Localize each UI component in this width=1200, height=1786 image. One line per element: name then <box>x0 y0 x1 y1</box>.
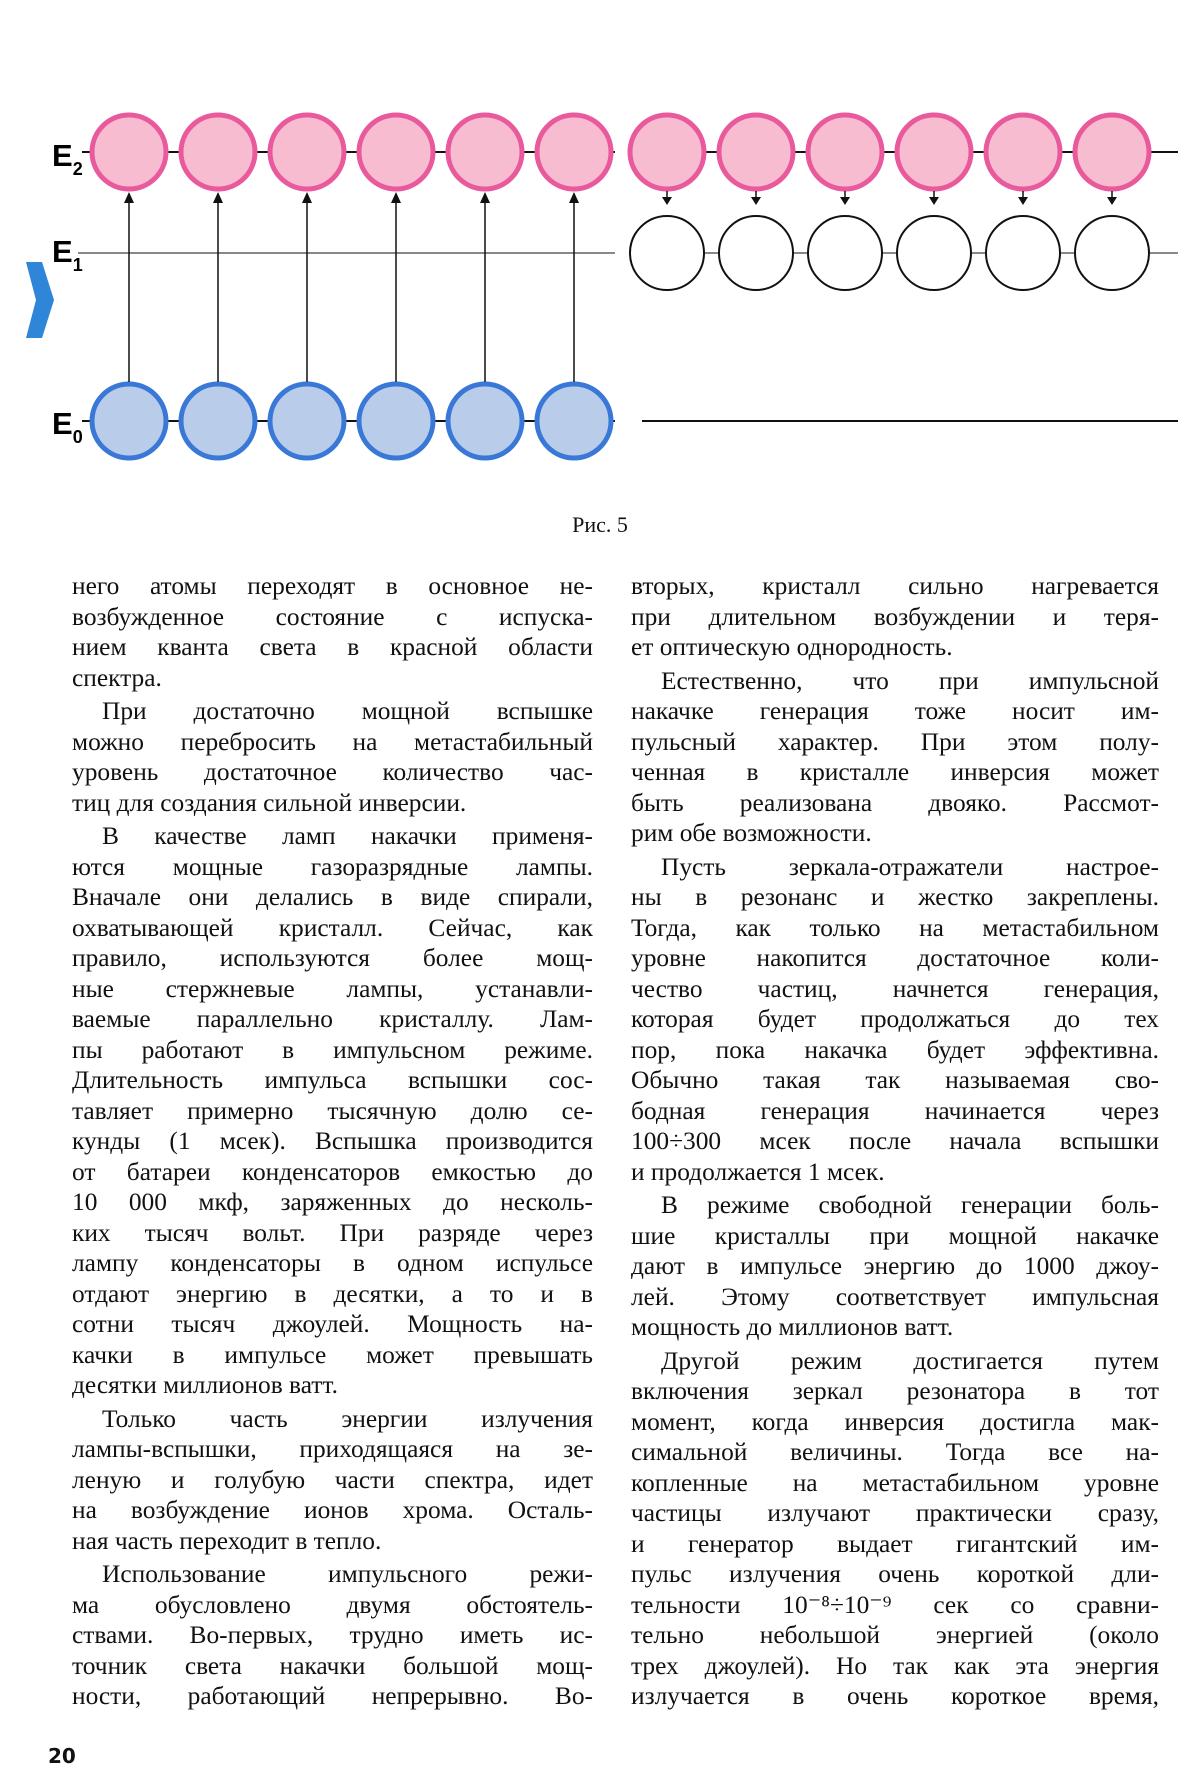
metastable-atom <box>1075 216 1149 290</box>
text-line: шие кристаллы при мощной накачке <box>631 1221 1159 1250</box>
excited-atom <box>92 115 166 189</box>
excitation-arrow-head <box>391 192 401 203</box>
text-line: него атомы переходят в основное не- <box>72 572 593 600</box>
text-column-left <box>72 571 593 1712</box>
energy-level-diagram <box>0 0 1200 500</box>
text-line: момент, когда инверсия достигла мак- <box>631 1407 1159 1436</box>
excitation-arrow-head <box>569 192 579 203</box>
excited-atom <box>181 115 255 189</box>
text-line: Тогда, как только на метастабильном <box>631 913 1159 942</box>
text-line: пы работают в импульсном режиме. <box>72 1035 593 1064</box>
relaxation-arrow-head <box>751 197 761 205</box>
metastable-atom <box>808 216 882 290</box>
text-line: бодная генерация начинается через <box>631 1096 1159 1125</box>
pump-arrow-icon <box>26 262 54 338</box>
ground-atom <box>359 384 433 458</box>
ground-atom <box>448 384 522 458</box>
text-line: лампы-вспышки, приходящаяся на зе- <box>72 1435 593 1463</box>
text-line: Использование импульсного режи- <box>102 1560 593 1588</box>
text-line: на возбуждение ионов хрома. Осталь- <box>72 1496 593 1524</box>
text-line: возбужденное состояние с испуска- <box>72 602 593 631</box>
text-line: Вначале они делались в виде спирали, <box>72 883 593 911</box>
text-line: симальной величины. Тогда все на- <box>631 1438 1159 1466</box>
text-line: копленные на метастабильном уровне <box>631 1468 1159 1497</box>
level-e0-letter: E <box>52 406 73 441</box>
level-e0-label <box>52 406 83 447</box>
metastable-atom <box>897 216 971 290</box>
ground-atom <box>537 384 611 458</box>
text-line: ченная в кристалле инверсия может <box>631 758 1159 786</box>
text-line: ет оптическую однородность. <box>631 633 953 661</box>
text-line: тиц для создания сильной инверсии. <box>72 788 467 817</box>
text-line: пор, пока накачка будет эффективна. <box>631 1035 1159 1064</box>
text-line: кунды (1 мсек). Вспышка производится <box>72 1127 593 1155</box>
level-e2-subscript: 2 <box>72 159 83 179</box>
text-line: В качестве ламп накачки применя- <box>102 822 593 850</box>
text-line: десятки миллионов ватт. <box>72 1371 338 1399</box>
metastable-atom <box>719 216 793 290</box>
excited-atom <box>719 115 793 189</box>
text-line: и продолжается 1 мсек. <box>631 1157 885 1186</box>
excited-atom <box>630 115 704 189</box>
excited-atom <box>270 115 344 189</box>
ground-atom <box>181 384 255 458</box>
text-line: пульс излучения очень короткой дли- <box>631 1560 1159 1588</box>
relaxation-arrow-head <box>840 197 850 205</box>
text-line: тавляет примерно тысячную долю се- <box>72 1096 593 1125</box>
text-line: при длительном возбуждении и теря- <box>631 602 1159 631</box>
relaxation-arrow-head <box>1018 197 1028 205</box>
text-line: качки в импульсе может превышать <box>72 1340 593 1369</box>
text-line: пульсный характер. При этом полу- <box>631 727 1159 756</box>
excited-atom <box>359 115 433 189</box>
text-line: Пусть зеркала-отражатели настрое- <box>661 852 1159 881</box>
text-line: частицы излучают практически сразу, <box>631 1499 1159 1527</box>
text-line: 10 000 мкф, заряженных до несколь- <box>72 1188 593 1216</box>
text-line: уровень достаточное количество час- <box>72 758 593 786</box>
text-line: быть реализована двояко. Рассмот- <box>631 788 1159 817</box>
text-line: спектра. <box>72 663 162 692</box>
excited-atom <box>537 115 611 189</box>
text-line: ны в резонанс и жестко закреплены. <box>631 883 1159 911</box>
text-line: вторых, кристалл сильно нагревается <box>631 572 1159 600</box>
text-line: ности, работающий непрерывно. Во- <box>72 1682 593 1710</box>
text-line: излучается в очень короткое время, <box>631 1682 1159 1710</box>
excited-atom <box>897 115 971 189</box>
text-line: В режиме свободной генерации боль- <box>661 1191 1159 1219</box>
figure-caption: Рис. 5 <box>572 512 628 537</box>
text-line: мощность до миллионов ватт. <box>631 1313 954 1341</box>
text-line: дают в импульсе энергию до 1000 джоу- <box>631 1252 1159 1280</box>
ground-atom <box>92 384 166 458</box>
text-line: сотни тысяч джоулей. Мощность на- <box>72 1310 593 1338</box>
text-line: Естественно, что при импульсной <box>661 666 1159 695</box>
text-line: включения зеркал резонатора в тот <box>631 1377 1159 1405</box>
level-e2-label <box>52 138 83 179</box>
text-line: Другой режим достигается путем <box>661 1346 1159 1375</box>
text-line: ная часть переходит в тепло. <box>72 1526 382 1555</box>
text-line: ные стержневые лампы, устанавли- <box>72 974 593 1003</box>
text-line: нием кванта света в красной области <box>72 633 593 661</box>
excitation-arrow-head <box>302 192 312 203</box>
text-line: ствами. Во-первых, трудно иметь ис- <box>72 1621 593 1649</box>
text-line: 100÷300 мсек после начала вспышки <box>631 1127 1159 1155</box>
excited-atom <box>1075 115 1149 189</box>
relaxation-arrow-head <box>1107 197 1117 205</box>
text-line: тельно небольшой энергией (около <box>631 1621 1159 1649</box>
relaxation-arrow-head <box>662 197 672 205</box>
text-line: Только часть энергии излучения <box>102 1404 593 1433</box>
excited-atom <box>986 115 1060 189</box>
text-line: можно перебросить на метастабильный <box>72 727 593 756</box>
text-line: лей. Этому соответствует импульсная <box>631 1282 1159 1311</box>
text-line: накачке генерация тоже носит им- <box>631 697 1159 725</box>
metastable-atom <box>630 216 704 290</box>
text-line: чество частиц, начнется генерация, <box>631 974 1159 1003</box>
text-line: рим обе возможности. <box>631 819 872 847</box>
text-line: ких тысяч вольт. При разряде через <box>72 1218 593 1247</box>
text-line: лампу конденсаторы в одном испульсе <box>72 1249 593 1277</box>
text-line: леную и голубую части спектра, идет <box>72 1465 593 1494</box>
text-line: и генератор выдает гигантский им- <box>631 1529 1159 1558</box>
excitation-arrow-head <box>213 192 223 203</box>
excited-atom <box>808 115 882 189</box>
text-line: точник света накачки большой мощ- <box>72 1651 593 1680</box>
text-line: уровне накопится достаточное коли- <box>631 944 1159 972</box>
level-e2-letter: E <box>52 138 73 173</box>
text-column-right <box>631 571 1159 1712</box>
text-line: охватывающей кристалл. Сейчас, как <box>72 913 593 942</box>
text-line: которая будет продолжаться до тех <box>631 1005 1159 1033</box>
excitation-arrow-head <box>480 192 490 203</box>
text-line: тельности 10⁻⁸÷10⁻⁹ сек со сравни- <box>631 1590 1159 1619</box>
level-e0-subscript: 0 <box>72 427 83 447</box>
excitation-arrow-head <box>124 192 134 203</box>
text-line: При достаточно мощной вспышке <box>102 697 593 725</box>
level-e1-label <box>52 234 83 275</box>
text-line: ваемые параллельно кристаллу. Лам- <box>72 1005 593 1033</box>
level-e1-letter: E <box>52 234 73 269</box>
page-number: 20 <box>48 1744 76 1768</box>
text-line: ма обусловлено двумя обстоятель- <box>72 1590 593 1619</box>
text-line: трех джоулей). Но так как эта энергия <box>631 1651 1159 1680</box>
text-line: правило, используются более мощ- <box>72 944 593 972</box>
text-line: ются мощные газоразрядные лампы. <box>72 852 593 881</box>
level-e1-subscript: 1 <box>72 255 83 275</box>
ground-atom <box>270 384 344 458</box>
excited-atom <box>448 115 522 189</box>
text-line: Длительность импульса вспышки сос- <box>72 1066 593 1094</box>
relaxation-arrow-head <box>929 197 939 205</box>
text-line: Обычно такая так называемая сво- <box>631 1066 1159 1094</box>
text-line: отдают энергию в десятки, а то и в <box>72 1279 593 1308</box>
text-line: от батареи конденсаторов емкостью до <box>72 1157 593 1186</box>
metastable-atom <box>986 216 1060 290</box>
